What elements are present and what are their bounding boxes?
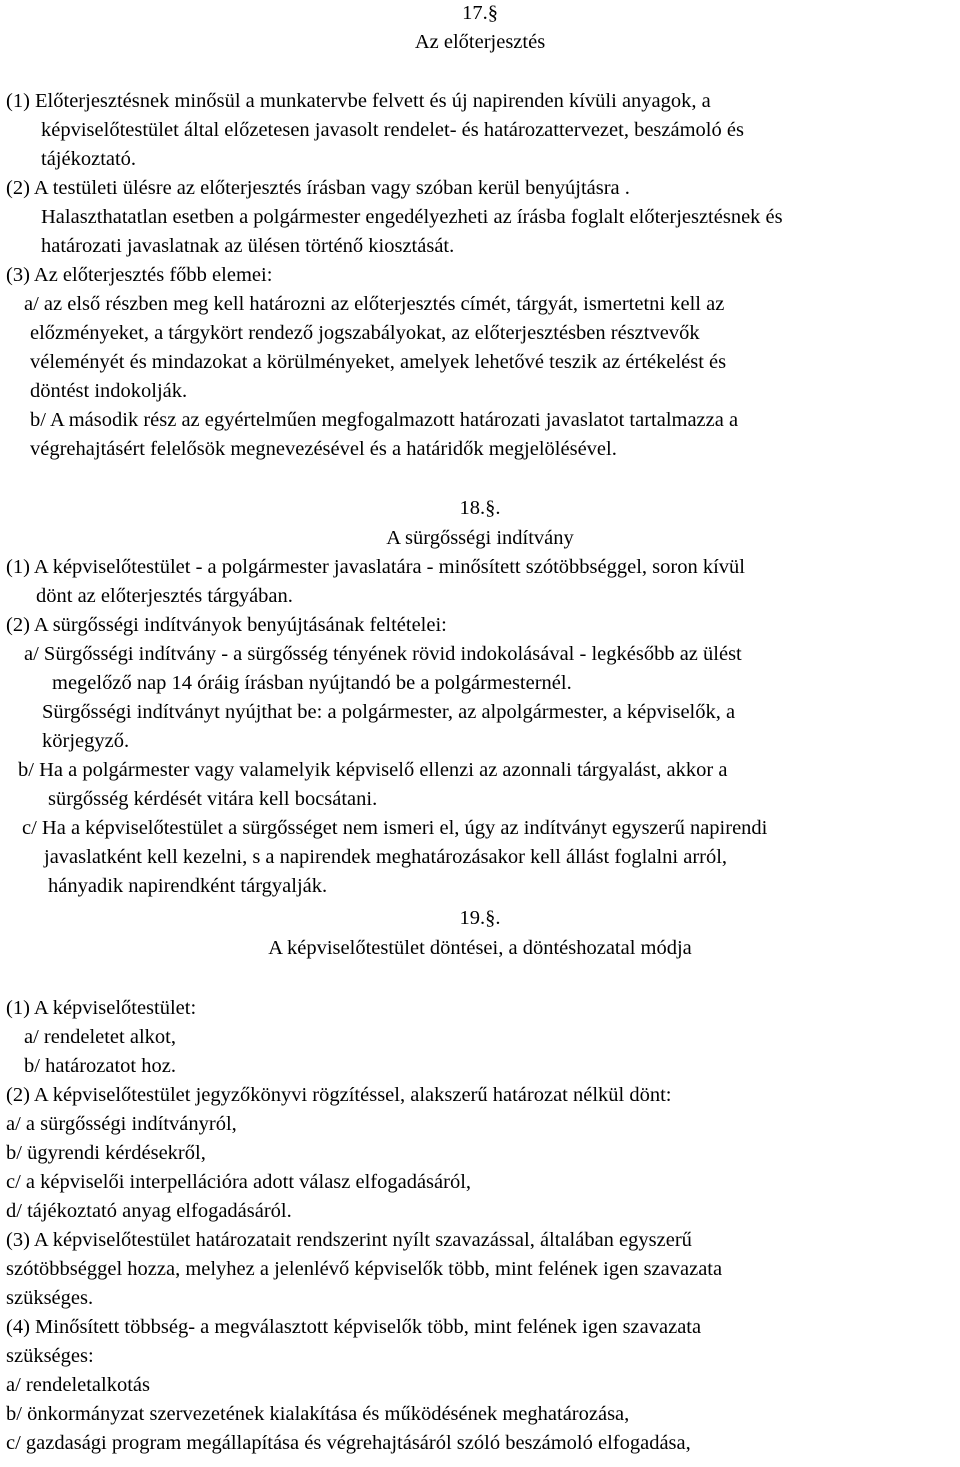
paragraph-line: előzményeket, a tárgykört rendező jogszabályokat, az előterjesztésben résztvevők	[30, 322, 700, 344]
paragraph-line: (2) A képviselőtestület jegyzőkönyvi rögzítéssel, alakszerű határozat nélkül dönt:	[6, 1084, 672, 1106]
paragraph-line: c/ gazdasági program megállapítása és végrehajtásáról szóló beszámoló elfogadása,	[6, 1432, 691, 1454]
paragraph-line: a/ a sürgősségi indítványról,	[6, 1113, 237, 1135]
paragraph-line: véleményét és mindazokat a körülményeket, amelyek lehetővé teszik az értékelést és	[30, 351, 727, 373]
paragraph-line: körjegyző.	[42, 730, 130, 752]
paragraph-line: a/ rendeletalkotás	[6, 1374, 151, 1396]
paragraph-line: határozati javaslatnak az ülésen történő kiosztását.	[41, 235, 455, 257]
paragraph-line: dönt az előterjesztés tárgyában.	[36, 585, 293, 607]
paragraph-line: szükséges.	[6, 1287, 94, 1309]
paragraph-line: (3) A képviselőtestület határozatait rendszerint nyílt szavazással, általában egyszerű	[6, 1229, 692, 1251]
paragraph-line: (2) A sürgősségi indítványok benyújtásának feltételei:	[6, 614, 447, 636]
paragraph-line: sürgősség kérdését vitára kell bocsátani.	[48, 788, 378, 810]
paragraph-line: a/ Sürgősségi indítvány - a sürgősség tényének rövid indokolásával - legkésőbb az ülést	[24, 643, 742, 665]
paragraph-line: b/ ügyrendi kérdésekről,	[6, 1142, 206, 1164]
paragraph-line: szükséges:	[6, 1345, 94, 1367]
paragraph-line: b/ Ha a polgármester vagy valamelyik képviselő ellenzi az azonnali tárgyalást, akkor a	[18, 759, 728, 781]
paragraph-line: b/ A második rész az egyértelműen megfogalmazott határozati javaslatot tartalmazza a	[30, 409, 739, 431]
paragraph-line: megelőző nap 14 óráig írásban nyújtandó be a polgármesternél.	[52, 672, 572, 694]
paragraph-line: a/ rendeletet alkot,	[24, 1026, 176, 1048]
paragraph-line: b/ önkormányzat szervezetének kialakítása és működésének meghatározása,	[6, 1403, 630, 1425]
paragraph-line: hányadik napirendként tárgyalják.	[48, 875, 328, 897]
section-title: A képviselőtestület döntései, a döntéshozatal módja	[268, 937, 692, 959]
paragraph-line: döntést indokolják.	[30, 380, 188, 402]
section-number: 18.§.	[459, 497, 501, 519]
paragraph-line: (3) Az előterjesztés főbb elemei:	[6, 264, 273, 286]
paragraph-line: Halaszthatatlan esetben a polgármester engedélyezheti az írásba foglalt előterjesztésnek és	[41, 206, 783, 228]
paragraph-line: (1) A képviselőtestület - a polgármester javaslatára - minősített szótöbbséggel, soron kívül	[6, 556, 745, 578]
section-title: Az előterjesztés	[414, 31, 546, 53]
paragraph-line: c/ a képviselői interpellációra adott válasz elfogadásáról,	[6, 1171, 472, 1193]
paragraph-line: javaslatként kell kezelni, s a napirendek meghatározásakor kell állást foglalni arról,	[44, 846, 728, 868]
section-title: A sürgősségi indítvány	[386, 527, 574, 549]
paragraph-line: b/ határozatot hoz.	[24, 1055, 176, 1077]
paragraph-line: (4) Minősített többség- a megválasztott képviselők több, mint felének igen szavazata	[6, 1316, 702, 1338]
paragraph-line: (2) A testületi ülésre az előterjesztés írásban vagy szóban kerül benyújtásra .	[6, 177, 630, 199]
paragraph-line: (1) A képviselőtestület:	[6, 997, 197, 1019]
paragraph-line: végrehajtásért felelősök megnevezésével és a határidők megjelölésével.	[30, 438, 617, 460]
paragraph-line: c/ Ha a képviselőtestület a sürgősséget nem ismeri el, úgy az indítványt egyszerű napirendi	[22, 817, 768, 839]
section-number: 19.§.	[459, 907, 501, 929]
paragraph-line: a/ az első részben meg kell határozni az előterjesztés címét, tárgyát, ismertetni kell az	[24, 293, 725, 315]
paragraph-line: képviselőtestület által előzetesen javasolt rendelet- és határozattervezet, beszámoló és	[41, 119, 744, 141]
paragraph-line: (1) Előterjesztésnek minősül a munkatervbe felvett és új napirenden kívüli anyagok, a	[6, 90, 711, 112]
paragraph-line: tájékoztató.	[41, 148, 137, 170]
paragraph-line: Sürgősségi indítványt nyújthat be: a polgármester, az alpolgármester, a képviselők, a	[42, 701, 736, 723]
paragraph-line: d/ tájékoztató anyag elfogadásáról.	[6, 1200, 292, 1222]
section-number: 17.§	[462, 2, 498, 24]
paragraph-line: szótöbbséggel hozza, melyhez a jelenlévő képviselők több, mint felének igen szavazata	[6, 1258, 723, 1280]
